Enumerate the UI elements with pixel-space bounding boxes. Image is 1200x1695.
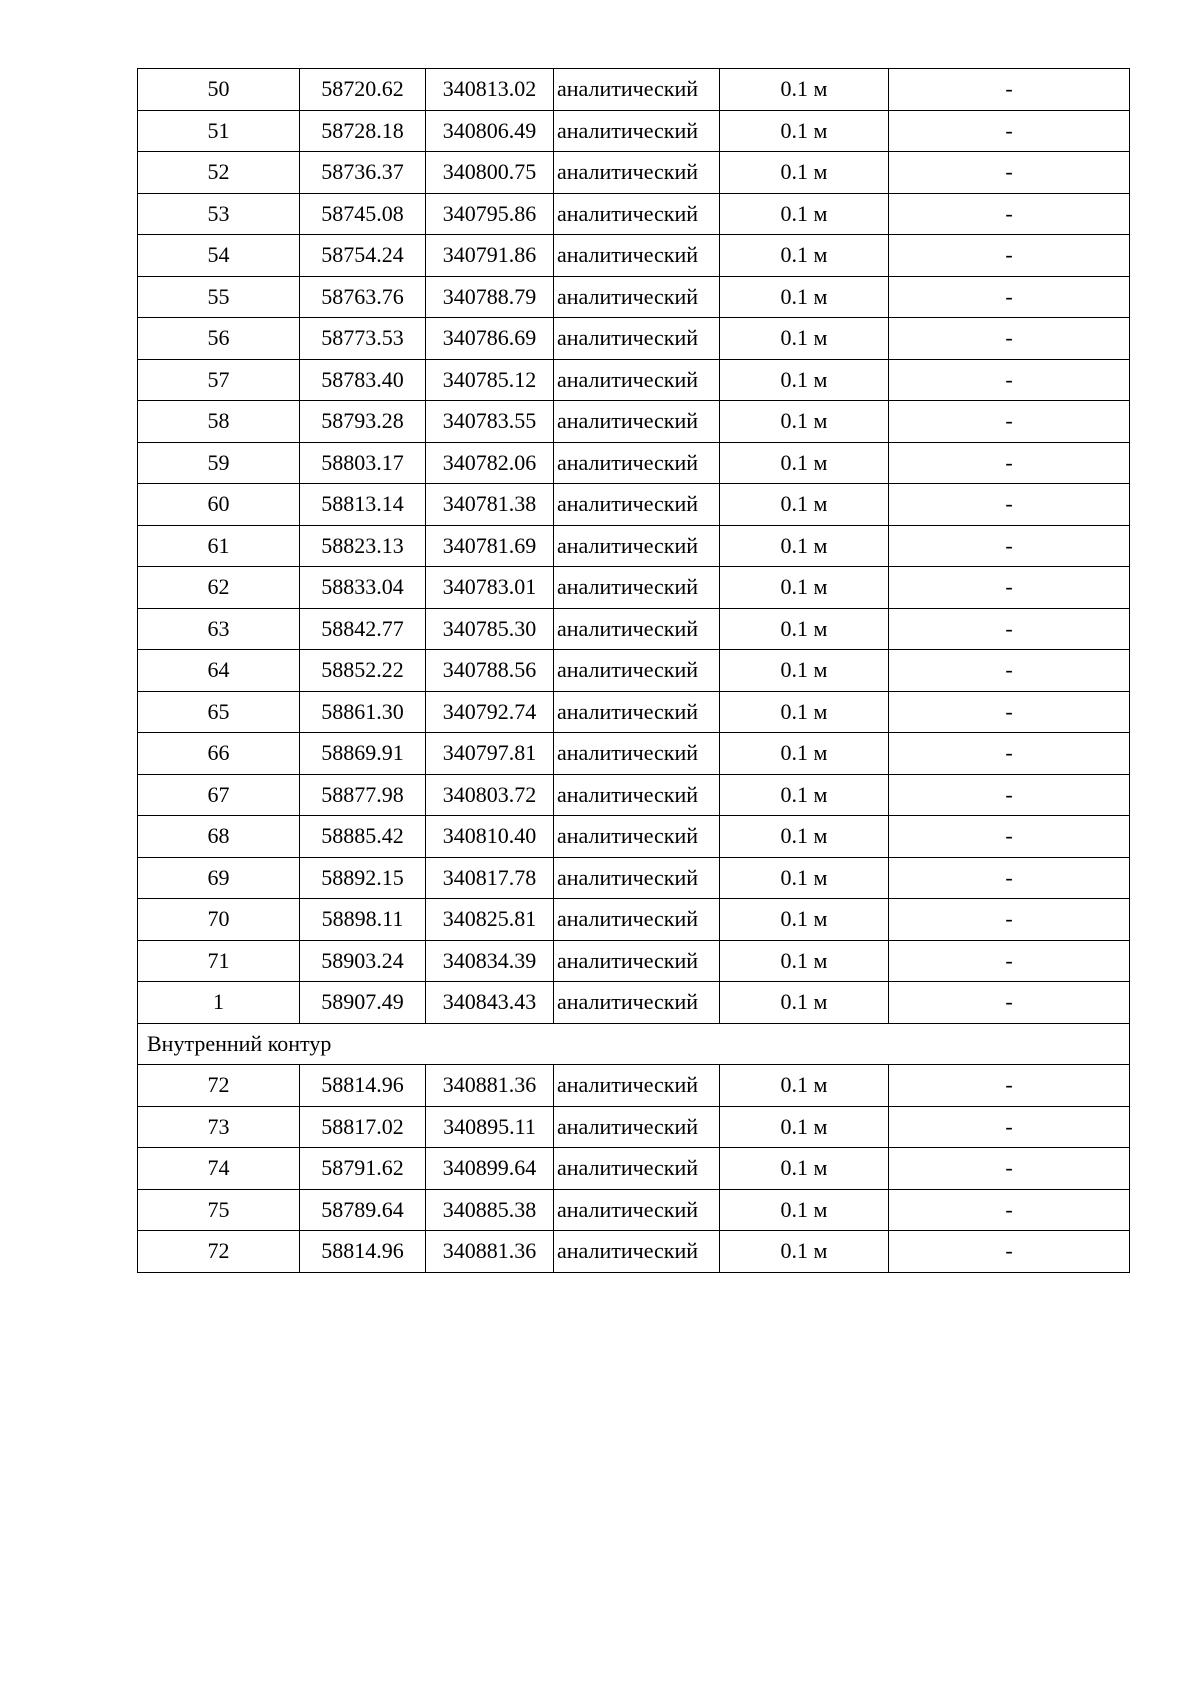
x-coordinate-cell: 58885.42 xyxy=(300,816,426,858)
x-coordinate-cell: 58728.18 xyxy=(300,110,426,152)
method-cell: аналитический xyxy=(554,1106,720,1148)
method-cell: аналитический xyxy=(554,1231,720,1273)
table-row xyxy=(138,982,1130,1024)
x-coordinate-cell: 58861.30 xyxy=(300,691,426,733)
table-row xyxy=(138,193,1130,235)
point-number-cell: 60 xyxy=(138,484,300,526)
point-number-cell: 73 xyxy=(138,1106,300,1148)
method-cell: аналитический xyxy=(554,1065,720,1107)
description-cell: - xyxy=(889,650,1130,692)
point-number-cell: 53 xyxy=(138,193,300,235)
x-coordinate-cell: 58907.49 xyxy=(300,982,426,1024)
x-coordinate-cell: 58763.76 xyxy=(300,276,426,318)
description-cell: - xyxy=(889,1189,1130,1231)
table-row xyxy=(138,940,1130,982)
table-row xyxy=(138,899,1130,941)
table-row xyxy=(138,650,1130,692)
table-row xyxy=(138,567,1130,609)
description-cell: - xyxy=(889,816,1130,858)
point-number-cell: 69 xyxy=(138,857,300,899)
description-cell: - xyxy=(889,152,1130,194)
point-number-cell: 57 xyxy=(138,359,300,401)
description-cell: - xyxy=(889,484,1130,526)
method-cell: аналитический xyxy=(554,484,720,526)
description-cell: - xyxy=(889,359,1130,401)
point-number-cell: 54 xyxy=(138,235,300,277)
accuracy-cell: 0.1 м xyxy=(720,1189,889,1231)
point-number-cell: 62 xyxy=(138,567,300,609)
point-number-cell: 58 xyxy=(138,401,300,443)
point-number-cell: 51 xyxy=(138,110,300,152)
y-coordinate-cell: 340825.81 xyxy=(426,899,554,941)
x-coordinate-cell: 58823.13 xyxy=(300,525,426,567)
y-coordinate-cell: 340781.38 xyxy=(426,484,554,526)
method-cell: аналитический xyxy=(554,401,720,443)
accuracy-cell: 0.1 м xyxy=(720,857,889,899)
x-coordinate-cell: 58852.22 xyxy=(300,650,426,692)
accuracy-cell: 0.1 м xyxy=(720,733,889,775)
y-coordinate-cell: 340881.36 xyxy=(426,1065,554,1107)
table-row xyxy=(138,1189,1130,1231)
method-cell: аналитический xyxy=(554,857,720,899)
accuracy-cell: 0.1 м xyxy=(720,899,889,941)
x-coordinate-cell: 58898.11 xyxy=(300,899,426,941)
method-cell: аналитический xyxy=(554,608,720,650)
y-coordinate-cell: 340785.12 xyxy=(426,359,554,401)
description-cell: - xyxy=(889,401,1130,443)
description-cell: - xyxy=(889,774,1130,816)
table-row xyxy=(138,857,1130,899)
y-coordinate-cell: 340788.79 xyxy=(426,276,554,318)
method-cell: аналитический xyxy=(554,899,720,941)
table-row xyxy=(138,152,1130,194)
description-cell: - xyxy=(889,318,1130,360)
accuracy-cell: 0.1 м xyxy=(720,1148,889,1190)
x-coordinate-cell: 58892.15 xyxy=(300,857,426,899)
description-cell: - xyxy=(889,857,1130,899)
table-row xyxy=(138,235,1130,277)
accuracy-cell: 0.1 м xyxy=(720,152,889,194)
x-coordinate-cell: 58903.24 xyxy=(300,940,426,982)
accuracy-cell: 0.1 м xyxy=(720,401,889,443)
table-row xyxy=(138,608,1130,650)
table-row xyxy=(138,359,1130,401)
table-row xyxy=(138,276,1130,318)
y-coordinate-cell: 340788.56 xyxy=(426,650,554,692)
accuracy-cell: 0.1 м xyxy=(720,484,889,526)
method-cell: аналитический xyxy=(554,1189,720,1231)
description-cell: - xyxy=(889,608,1130,650)
coordinates-table xyxy=(137,68,1130,1273)
description-cell: - xyxy=(889,69,1130,111)
description-cell: - xyxy=(889,982,1130,1024)
point-number-cell: 75 xyxy=(138,1189,300,1231)
y-coordinate-cell: 340797.81 xyxy=(426,733,554,775)
y-coordinate-cell: 340813.02 xyxy=(426,69,554,111)
description-cell: - xyxy=(889,1231,1130,1273)
table-row xyxy=(138,733,1130,775)
y-coordinate-cell: 340791.86 xyxy=(426,235,554,277)
x-coordinate-cell: 58773.53 xyxy=(300,318,426,360)
x-coordinate-cell: 58833.04 xyxy=(300,567,426,609)
outer-contour-rows xyxy=(138,69,1130,1024)
description-cell: - xyxy=(889,899,1130,941)
point-number-cell: 1 xyxy=(138,982,300,1024)
y-coordinate-cell: 340810.40 xyxy=(426,816,554,858)
point-number-cell: 68 xyxy=(138,816,300,858)
x-coordinate-cell: 58814.96 xyxy=(300,1065,426,1107)
table-row xyxy=(138,774,1130,816)
point-number-cell: 56 xyxy=(138,318,300,360)
accuracy-cell: 0.1 м xyxy=(720,1106,889,1148)
description-cell: - xyxy=(889,940,1130,982)
y-coordinate-cell: 340834.39 xyxy=(426,940,554,982)
accuracy-cell: 0.1 м xyxy=(720,359,889,401)
table-row xyxy=(138,1106,1130,1148)
table-row xyxy=(138,691,1130,733)
document-page xyxy=(137,68,1129,1273)
y-coordinate-cell: 340806.49 xyxy=(426,110,554,152)
point-number-cell: 72 xyxy=(138,1231,300,1273)
y-coordinate-cell: 340843.43 xyxy=(426,982,554,1024)
accuracy-cell: 0.1 м xyxy=(720,110,889,152)
accuracy-cell: 0.1 м xyxy=(720,608,889,650)
accuracy-cell: 0.1 м xyxy=(720,691,889,733)
table-row xyxy=(138,525,1130,567)
x-coordinate-cell: 58793.28 xyxy=(300,401,426,443)
method-cell: аналитический xyxy=(554,359,720,401)
y-coordinate-cell: 340803.72 xyxy=(426,774,554,816)
y-coordinate-cell: 340792.74 xyxy=(426,691,554,733)
x-coordinate-cell: 58803.17 xyxy=(300,442,426,484)
point-number-cell: 50 xyxy=(138,69,300,111)
x-coordinate-cell: 58745.08 xyxy=(300,193,426,235)
accuracy-cell: 0.1 м xyxy=(720,567,889,609)
y-coordinate-cell: 340795.86 xyxy=(426,193,554,235)
description-cell: - xyxy=(889,235,1130,277)
description-cell: - xyxy=(889,1148,1130,1190)
accuracy-cell: 0.1 м xyxy=(720,1231,889,1273)
description-cell: - xyxy=(889,1065,1130,1107)
accuracy-cell: 0.1 м xyxy=(720,525,889,567)
accuracy-cell: 0.1 м xyxy=(720,940,889,982)
description-cell: - xyxy=(889,567,1130,609)
accuracy-cell: 0.1 м xyxy=(720,650,889,692)
description-cell: - xyxy=(889,442,1130,484)
method-cell: аналитический xyxy=(554,774,720,816)
y-coordinate-cell: 340781.69 xyxy=(426,525,554,567)
table-row xyxy=(138,1065,1130,1107)
point-number-cell: 63 xyxy=(138,608,300,650)
table-row xyxy=(138,110,1130,152)
point-number-cell: 67 xyxy=(138,774,300,816)
y-coordinate-cell: 340817.78 xyxy=(426,857,554,899)
method-cell: аналитический xyxy=(554,940,720,982)
method-cell: аналитический xyxy=(554,193,720,235)
table-row xyxy=(138,401,1130,443)
x-coordinate-cell: 58789.64 xyxy=(300,1189,426,1231)
description-cell: - xyxy=(889,193,1130,235)
method-cell: аналитический xyxy=(554,1148,720,1190)
y-coordinate-cell: 340895.11 xyxy=(426,1106,554,1148)
point-number-cell: 55 xyxy=(138,276,300,318)
method-cell: аналитический xyxy=(554,69,720,111)
y-coordinate-cell: 340783.55 xyxy=(426,401,554,443)
description-cell: - xyxy=(889,276,1130,318)
section-label: Внутренний контур xyxy=(138,1023,1130,1065)
point-number-cell: 70 xyxy=(138,899,300,941)
section-row xyxy=(138,1023,1130,1065)
section-row-group xyxy=(138,1023,1130,1065)
accuracy-cell: 0.1 м xyxy=(720,69,889,111)
table-row xyxy=(138,1231,1130,1273)
method-cell: аналитический xyxy=(554,650,720,692)
point-number-cell: 74 xyxy=(138,1148,300,1190)
method-cell: аналитический xyxy=(554,276,720,318)
table-row xyxy=(138,318,1130,360)
table-row xyxy=(138,484,1130,526)
x-coordinate-cell: 58877.98 xyxy=(300,774,426,816)
description-cell: - xyxy=(889,1106,1130,1148)
method-cell: аналитический xyxy=(554,442,720,484)
x-coordinate-cell: 58842.77 xyxy=(300,608,426,650)
method-cell: аналитический xyxy=(554,733,720,775)
point-number-cell: 52 xyxy=(138,152,300,194)
x-coordinate-cell: 58736.37 xyxy=(300,152,426,194)
inner-contour-rows xyxy=(138,1065,1130,1273)
accuracy-cell: 0.1 м xyxy=(720,1065,889,1107)
accuracy-cell: 0.1 м xyxy=(720,982,889,1024)
x-coordinate-cell: 58814.96 xyxy=(300,1231,426,1273)
description-cell: - xyxy=(889,733,1130,775)
method-cell: аналитический xyxy=(554,525,720,567)
table-row xyxy=(138,1148,1130,1190)
x-coordinate-cell: 58791.62 xyxy=(300,1148,426,1190)
point-number-cell: 72 xyxy=(138,1065,300,1107)
point-number-cell: 66 xyxy=(138,733,300,775)
x-coordinate-cell: 58817.02 xyxy=(300,1106,426,1148)
description-cell: - xyxy=(889,110,1130,152)
x-coordinate-cell: 58720.62 xyxy=(300,69,426,111)
table-row xyxy=(138,69,1130,111)
method-cell: аналитический xyxy=(554,567,720,609)
y-coordinate-cell: 340785.30 xyxy=(426,608,554,650)
description-cell: - xyxy=(889,691,1130,733)
y-coordinate-cell: 340885.38 xyxy=(426,1189,554,1231)
x-coordinate-cell: 58783.40 xyxy=(300,359,426,401)
x-coordinate-cell: 58813.14 xyxy=(300,484,426,526)
table-row xyxy=(138,816,1130,858)
method-cell: аналитический xyxy=(554,235,720,277)
point-number-cell: 61 xyxy=(138,525,300,567)
point-number-cell: 64 xyxy=(138,650,300,692)
accuracy-cell: 0.1 м xyxy=(720,774,889,816)
point-number-cell: 65 xyxy=(138,691,300,733)
accuracy-cell: 0.1 м xyxy=(720,442,889,484)
method-cell: аналитический xyxy=(554,318,720,360)
y-coordinate-cell: 340786.69 xyxy=(426,318,554,360)
x-coordinate-cell: 58754.24 xyxy=(300,235,426,277)
description-cell: - xyxy=(889,525,1130,567)
x-coordinate-cell: 58869.91 xyxy=(300,733,426,775)
accuracy-cell: 0.1 м xyxy=(720,816,889,858)
method-cell: аналитический xyxy=(554,691,720,733)
y-coordinate-cell: 340800.75 xyxy=(426,152,554,194)
y-coordinate-cell: 340782.06 xyxy=(426,442,554,484)
method-cell: аналитический xyxy=(554,152,720,194)
method-cell: аналитический xyxy=(554,110,720,152)
point-number-cell: 59 xyxy=(138,442,300,484)
method-cell: аналитический xyxy=(554,816,720,858)
y-coordinate-cell: 340899.64 xyxy=(426,1148,554,1190)
accuracy-cell: 0.1 м xyxy=(720,318,889,360)
y-coordinate-cell: 340783.01 xyxy=(426,567,554,609)
table-row xyxy=(138,442,1130,484)
y-coordinate-cell: 340881.36 xyxy=(426,1231,554,1273)
point-number-cell: 71 xyxy=(138,940,300,982)
accuracy-cell: 0.1 м xyxy=(720,193,889,235)
accuracy-cell: 0.1 м xyxy=(720,276,889,318)
method-cell: аналитический xyxy=(554,982,720,1024)
accuracy-cell: 0.1 м xyxy=(720,235,889,277)
